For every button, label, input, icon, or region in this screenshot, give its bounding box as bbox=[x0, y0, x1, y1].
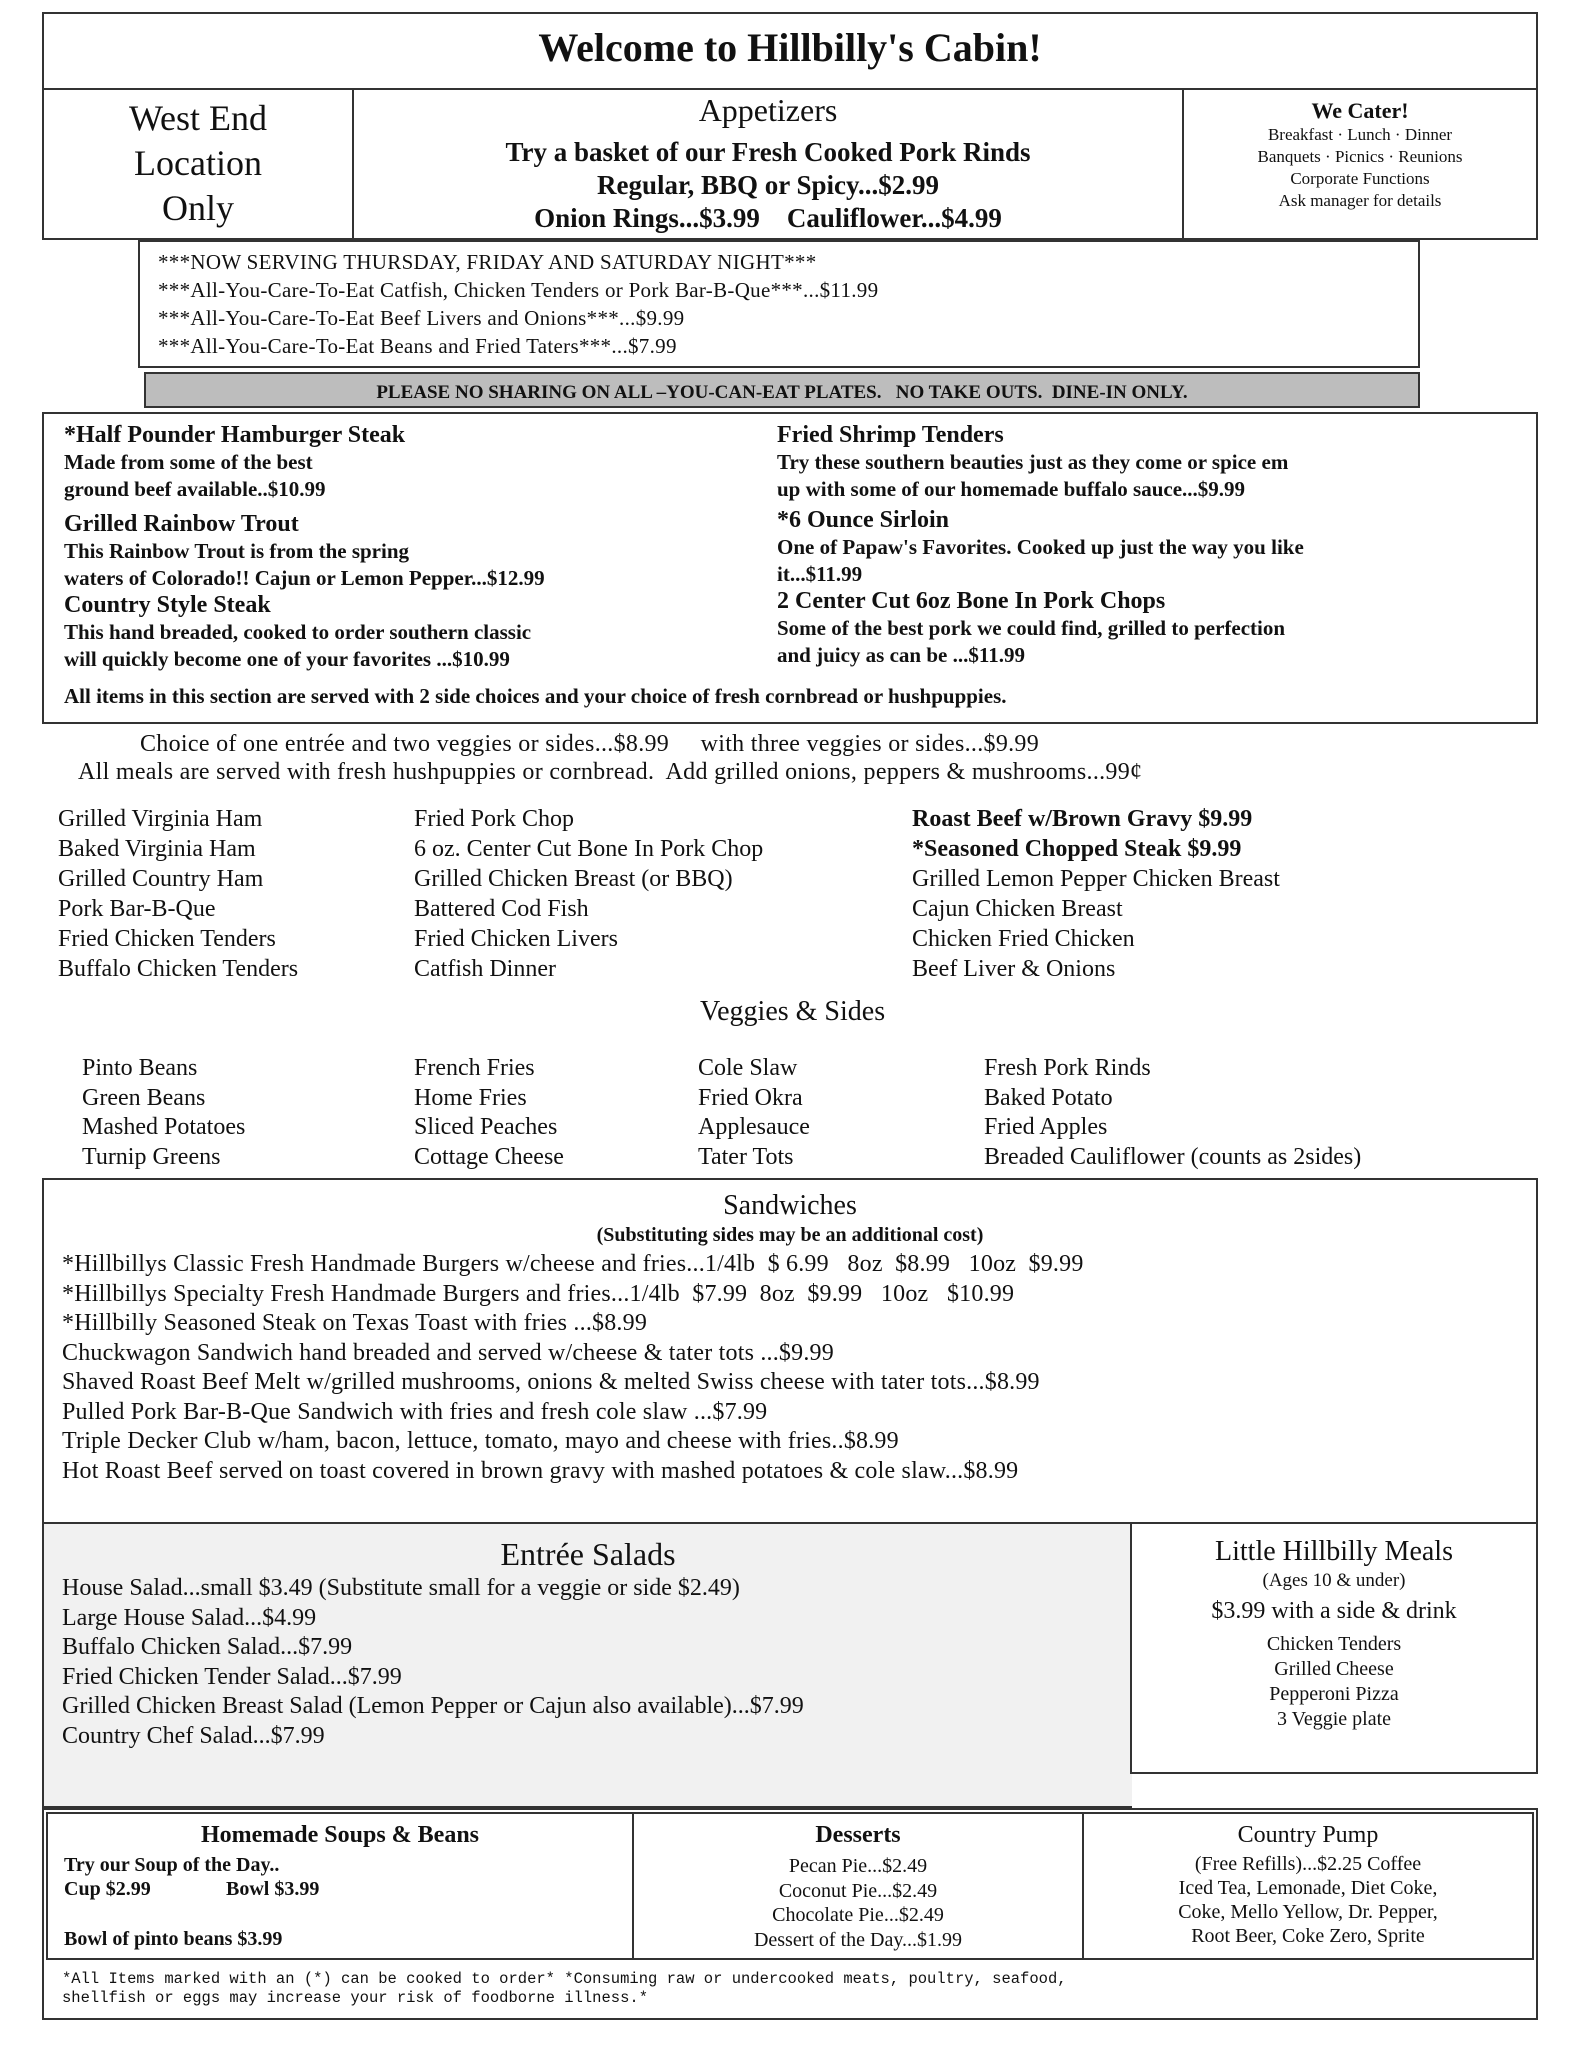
little-ages: (Ages 10 & under) bbox=[1262, 1570, 1406, 1591]
entree-item: Grilled Chicken Breast (or BBQ) bbox=[414, 866, 733, 892]
appetizer-line: Try a basket of our Fresh Cooked Pork Rinds bbox=[505, 137, 1031, 167]
pump-box bbox=[1082, 1812, 1534, 1960]
salad-item: Country Chef Salad...$7.99 bbox=[62, 1722, 325, 1749]
entree-item: Fried Chicken Livers bbox=[414, 926, 618, 952]
veggie-item: French Fries bbox=[414, 1055, 535, 1081]
entrees-col1 bbox=[58, 804, 298, 984]
veggie-item: Breaded Cauliflower (counts as 2sides) bbox=[984, 1143, 1362, 1170]
veggie-item: Cottage Cheese bbox=[414, 1143, 564, 1170]
salad-item: Buffalo Chicken Salad...$7.99 bbox=[62, 1634, 353, 1660]
now-serving-line: ***All-You-Care-To-Eat Beef Livers and Onions***...$9.99 bbox=[158, 306, 685, 330]
veggie-item: Pinto Beans bbox=[82, 1055, 198, 1081]
sandwich-item: Chuckwagon Sandwich hand breaded and served w/cheese & tater tots ...$9.99 bbox=[62, 1339, 834, 1366]
sandwiches-box bbox=[42, 1178, 1538, 1524]
soups-cup: Cup $2.99 bbox=[64, 1878, 151, 1900]
special-desc: Try these southern beauties just as they come or spice em bbox=[777, 450, 1289, 474]
sandwich-item: Pulled Pork Bar-B-Que Sandwich with fries and fresh cole slaw ...$7.99 bbox=[62, 1398, 768, 1425]
entree-item: Cajun Chicken Breast bbox=[912, 896, 1123, 922]
disclaimer bbox=[62, 1970, 1067, 2008]
special-desc: Some of the best pork we could find, grilled to perfection bbox=[777, 616, 1286, 640]
cater-line: Corporate Functions bbox=[1290, 169, 1430, 188]
entrees-col3 bbox=[912, 804, 1280, 984]
little-item: Chicken Tenders bbox=[1266, 1633, 1402, 1655]
special-name: Grilled Rainbow Trout bbox=[64, 511, 299, 537]
special-desc: waters of Colorado!! Cajun or Lemon Pepper...$12.99 bbox=[64, 566, 545, 590]
little-item: Pepperoni Pizza bbox=[1269, 1683, 1399, 1705]
salad-item: Fried Chicken Tender Salad...$7.99 bbox=[62, 1663, 402, 1690]
entree-item: Buffalo Chicken Tenders bbox=[58, 956, 299, 982]
appetizers-heading: Appetizers bbox=[698, 92, 838, 128]
now-serving-line: ***All-You-Care-To-Eat Beans and Fried Taters***...$7.99 bbox=[158, 334, 677, 358]
special-name: *Half Pounder Hamburger Steak bbox=[64, 422, 406, 448]
sandwich-item: Triple Decker Club w/ham, bacon, lettuce, tomato, mayo and cheese with fries..$8.99 bbox=[62, 1428, 899, 1454]
now-serving-box bbox=[138, 240, 1420, 368]
veggie-item: Applesauce bbox=[698, 1114, 810, 1140]
veggie-item: Home Fries bbox=[414, 1084, 527, 1111]
special-name: Country Style Steak bbox=[64, 592, 271, 618]
sandwich-item: *Hillbilly Seasoned Steak on Texas Toast with fries ...$8.99 bbox=[62, 1310, 648, 1336]
soups-box bbox=[46, 1812, 634, 1960]
specials-box bbox=[42, 412, 1538, 724]
veggie-item: Turnip Greens bbox=[82, 1143, 221, 1170]
dessert-item: Coconut Pie...$2.49 bbox=[778, 1879, 938, 1902]
veggie-item: Mashed Potatoes bbox=[82, 1114, 246, 1140]
entree-item: Fried Chicken Tenders bbox=[58, 926, 276, 952]
special-desc: ground beef available..$10.99 bbox=[64, 477, 326, 501]
title-box bbox=[42, 12, 1538, 90]
entree-item: Fried Pork Chop bbox=[414, 806, 575, 832]
salad-item: House Salad...small $3.49 (Substitute small for a veggie or side $2.49) bbox=[62, 1575, 740, 1601]
entree-item: Beef Liver & Onions bbox=[912, 956, 1116, 982]
entree-item: Chicken Fried Chicken bbox=[912, 926, 1135, 952]
entree-item: Catfish Dinner bbox=[414, 956, 556, 982]
little-item: 3 Veggie plate bbox=[1276, 1708, 1392, 1730]
special-desc: and juicy as can be ...$11.99 bbox=[777, 643, 1025, 667]
entree-item: *Seasoned Chopped Steak $9.99 bbox=[912, 836, 1242, 862]
specials-footer: All items in this section are served with 2 side choices and your choice of fresh cornbread or hushpuppies. bbox=[64, 684, 1007, 708]
entree-item: Baked Virginia Ham bbox=[58, 836, 256, 862]
special-desc: This hand breaded, cooked to order southern classic bbox=[64, 620, 532, 644]
soups-bowl: Bowl $3.99 bbox=[226, 1878, 320, 1900]
dessert-item: Pecan Pie...$2.49 bbox=[788, 1855, 928, 1877]
sandwiches-heading: Sandwiches bbox=[723, 1190, 857, 1221]
sandwich-item: *Hillbillys Classic Fresh Handmade Burgers w/cheese and fries...1/4lb $ 6.99 8oz $8.99 10oz $9.99 bbox=[62, 1251, 1084, 1277]
veggies-col2 bbox=[414, 1054, 564, 1172]
entree-item: Roast Beef w/Brown Gravy $9.99 bbox=[912, 806, 1253, 832]
soups-heading: Homemade Soups & Beans bbox=[200, 1822, 480, 1848]
veggie-item: Green Beans bbox=[82, 1084, 206, 1111]
pump-item: Iced Tea, Lemonade, Diet Coke, bbox=[1178, 1877, 1438, 1899]
appetizers-box bbox=[352, 88, 1184, 240]
desserts-box bbox=[632, 1812, 1084, 1960]
cater-line: Ask manager for details bbox=[1278, 191, 1442, 210]
page-title: Welcome to Hillbilly's Cabin! bbox=[538, 25, 1042, 70]
cater-line: Banquets · Picnics · Reunions bbox=[1257, 147, 1463, 166]
special-desc: will quickly become one of your favorites ...$10.99 bbox=[64, 647, 510, 671]
special-name: 2 Center Cut 6oz Bone In Pork Chops bbox=[777, 588, 1166, 614]
appetizer-line: Regular, BBQ or Spicy...$2.99 bbox=[596, 170, 940, 200]
special-desc: This Rainbow Trout is from the spring bbox=[64, 539, 410, 563]
special-desc: it...$11.99 bbox=[777, 562, 863, 586]
special-desc: up with some of our homemade buffalo sauce...$9.99 bbox=[777, 477, 1246, 501]
choice-line: All meals are served with fresh hushpuppies or cornbread. Add grilled onions, peppers & mushrooms...99¢ bbox=[78, 759, 1143, 785]
entree-item: Grilled Virginia Ham bbox=[58, 806, 263, 832]
pump-item: (Free Refills)...$2.25 Coffee bbox=[1194, 1853, 1422, 1875]
sandwich-item: Shaved Roast Beef Melt w/grilled mushrooms, onions & melted Swiss cheese with tater tots...$8.99 bbox=[62, 1369, 1040, 1395]
veggie-item: Tater Tots bbox=[698, 1143, 794, 1170]
veggie-item: Sliced Peaches bbox=[414, 1114, 558, 1140]
veggies-col3 bbox=[698, 1054, 810, 1172]
special-name: Fried Shrimp Tenders bbox=[777, 422, 1004, 448]
little-heading: Little Hillbilly Meals bbox=[1215, 1536, 1453, 1567]
entree-item: Battered Cod Fish bbox=[414, 896, 589, 922]
veggies-heading: Veggies & Sides bbox=[700, 996, 886, 1027]
veggie-item: Fried Apples bbox=[984, 1114, 1108, 1140]
little-meals-box bbox=[1130, 1522, 1538, 1774]
desserts-heading: Desserts bbox=[815, 1822, 901, 1848]
special-desc: Made from some of the best bbox=[64, 450, 313, 474]
cater-line: Breakfast · Lunch · Dinner bbox=[1267, 125, 1453, 144]
pump-heading: Country Pump bbox=[1237, 1822, 1379, 1848]
little-item: Grilled Cheese bbox=[1274, 1658, 1394, 1680]
salad-item: Grilled Chicken Breast Salad (Lemon Pepper or Cajun also available)...$7.99 bbox=[62, 1693, 804, 1719]
disclaimer-line: shellfish or eggs may increase your risk of foodborne illness.* bbox=[62, 1989, 648, 2007]
entrees-col2 bbox=[414, 804, 763, 984]
veggie-item: Fresh Pork Rinds bbox=[984, 1055, 1151, 1081]
veggies-col1 bbox=[82, 1054, 245, 1172]
soups-pinto: Bowl of pinto beans $3.99 bbox=[64, 1928, 283, 1950]
veggies-col4 bbox=[984, 1054, 1361, 1172]
salad-item: Large House Salad...$4.99 bbox=[62, 1604, 317, 1631]
location-box bbox=[42, 88, 354, 240]
special-name: *6 Ounce Sirloin bbox=[777, 507, 950, 533]
dessert-item: Chocolate Pie...$2.49 bbox=[772, 1904, 944, 1926]
little-price: $3.99 with a side & drink bbox=[1211, 1598, 1457, 1624]
disclaimer-line: *All Items marked with an (*) can be cooked to order* *Consuming raw or undercooked meats, poultry, seafood, bbox=[62, 1970, 1067, 1988]
veggie-item: Fried Okra bbox=[698, 1084, 803, 1111]
entree-item: Grilled Country Ham bbox=[58, 866, 264, 892]
soups-line1: Try our Soup of the Day.. bbox=[64, 1854, 280, 1876]
veggie-item: Baked Potato bbox=[984, 1084, 1113, 1111]
sandwich-item: *Hillbillys Specialty Fresh Handmade Burgers and fries...1/4lb $7.99 8oz $9.99 10oz $10.99 bbox=[62, 1280, 1015, 1307]
sandwich-item: Hot Roast Beef served on toast covered in brown gravy with mashed potatoes & cole slaw...$8.99 bbox=[62, 1457, 1019, 1484]
choice-line: Choice of one entrée and two veggies or sides...$8.99 with three veggies or sides...$9.99 bbox=[140, 731, 1040, 757]
dessert-item: Dessert of the Day...$1.99 bbox=[753, 1928, 963, 1951]
appetizer-line: Onion Rings...$3.99 Cauliflower...$4.99 bbox=[534, 203, 1002, 233]
special-desc: One of Papaw's Favorites. Cooked up just the way you like bbox=[777, 535, 1304, 559]
sandwiches-note: (Substituting sides may be an additional cost) bbox=[596, 1224, 984, 1246]
entree-item: 6 oz. Center Cut Bone In Pork Chop bbox=[414, 836, 764, 862]
now-serving-line: ***NOW SERVING THURSDAY, FRIDAY AND SATURDAY NIGHT*** bbox=[158, 250, 817, 274]
salads-heading: Entrée Salads bbox=[500, 1536, 676, 1572]
cater-heading: We Cater! bbox=[1311, 98, 1409, 123]
location-text: West End Location Only bbox=[128, 98, 268, 228]
pump-item: Coke, Mello Yellow, Dr. Pepper, bbox=[1178, 1901, 1438, 1923]
salads-box bbox=[42, 1522, 1132, 1808]
pump-item: Root Beer, Coke Zero, Sprite bbox=[1191, 1925, 1425, 1947]
entree-item: Grilled Lemon Pepper Chicken Breast bbox=[912, 866, 1280, 892]
no-sharing-banner: PLEASE NO SHARING ON ALL –YOU-CAN-EAT PLATES. NO TAKE OUTS. DINE-IN ONLY. bbox=[144, 372, 1420, 408]
veggie-item: Cole Slaw bbox=[698, 1055, 798, 1081]
cater-box bbox=[1182, 88, 1538, 240]
entree-item: Pork Bar-B-Que bbox=[58, 896, 216, 922]
now-serving-line: ***All-You-Care-To-Eat Catfish, Chicken Tenders or Pork Bar-B-Que***...$11.99 bbox=[158, 278, 879, 302]
